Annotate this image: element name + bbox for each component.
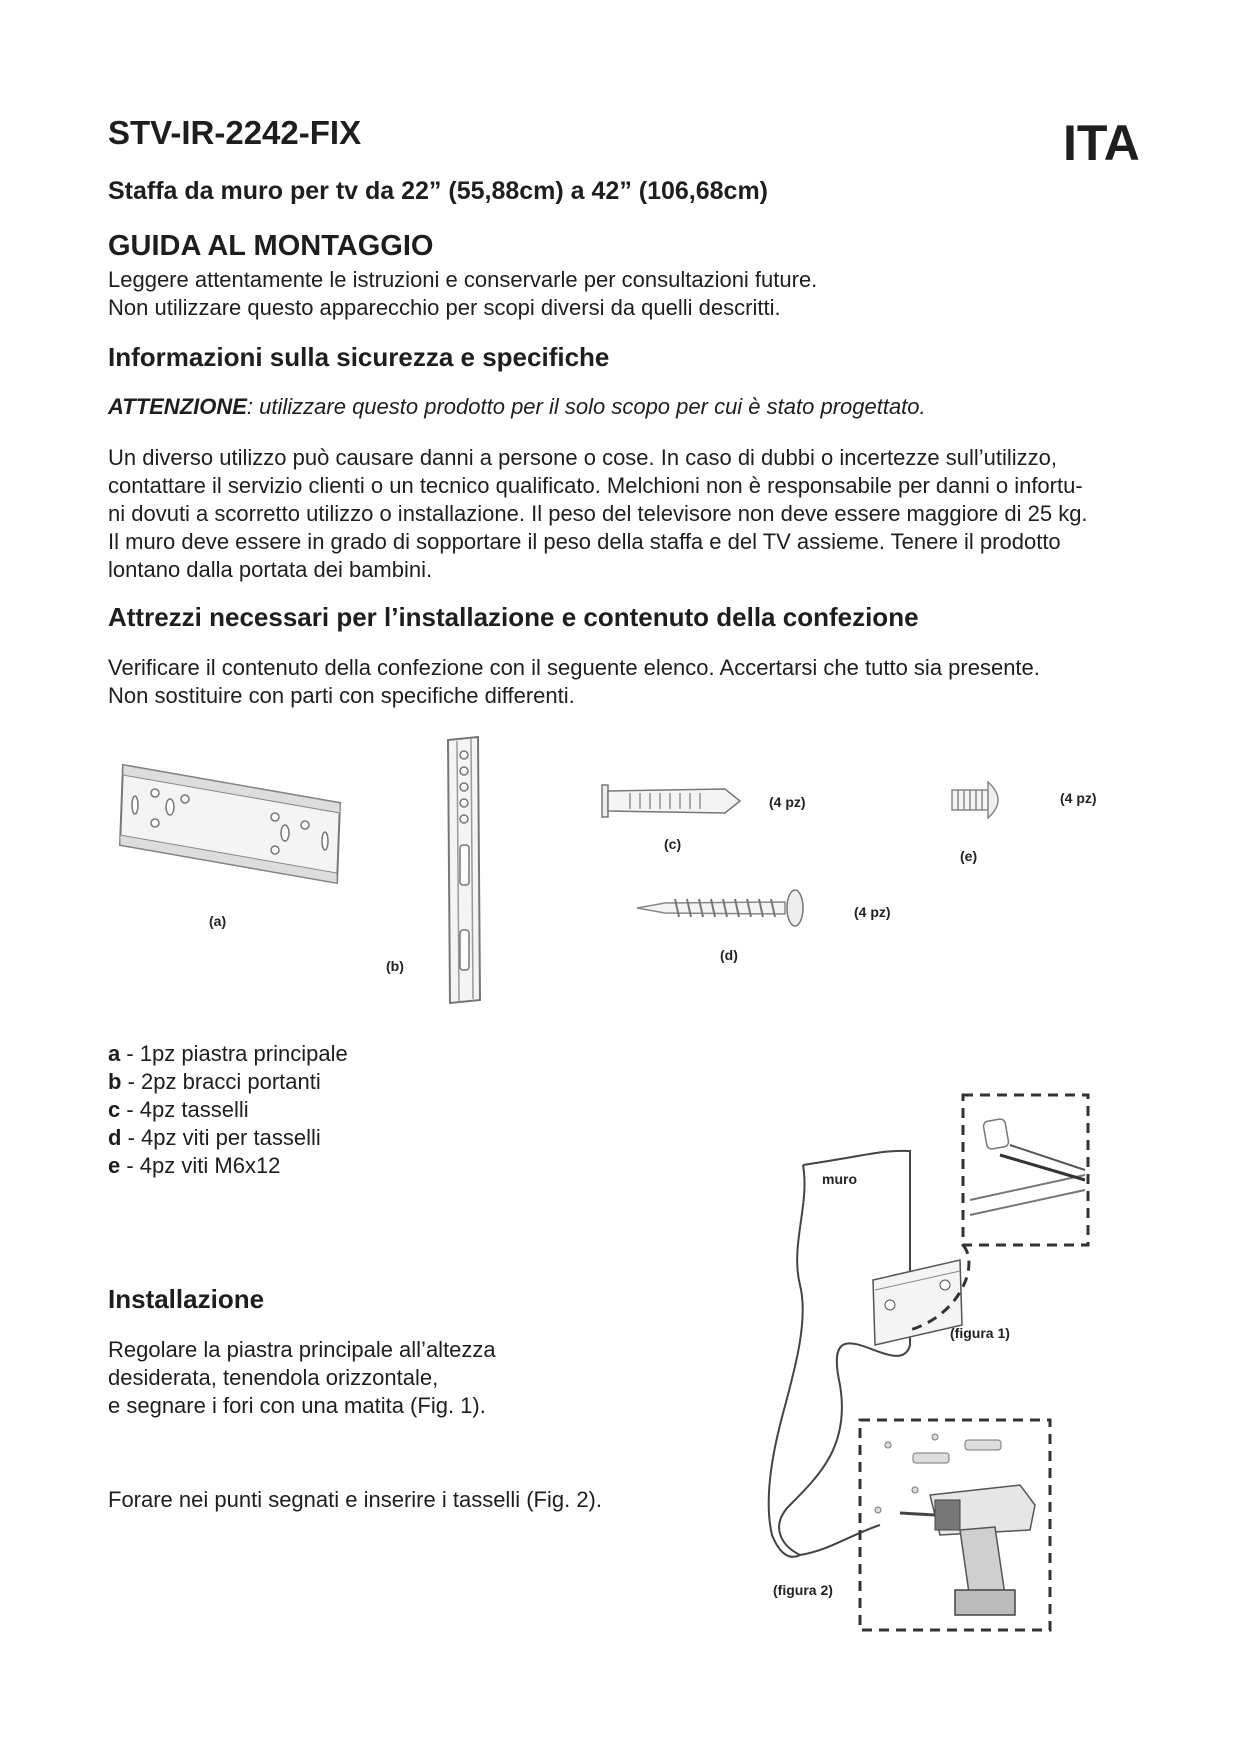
guide-line-1: Leggere attentamente le istruzioni e conservarle per consultazioni future. bbox=[108, 267, 818, 292]
step-1-line-2: desiderata, tenendola orizzontale, bbox=[108, 1365, 439, 1390]
wall-label: muro bbox=[822, 1171, 857, 1187]
screw-illustration bbox=[635, 888, 815, 928]
safety-line-2: contattare il servizio clienti o un tecnico qualificato. Melchioni non è responsabile per danni o infortu- bbox=[108, 473, 1083, 498]
label-e: (e) bbox=[960, 848, 978, 864]
label-b: (b) bbox=[386, 958, 404, 974]
safety-line-5: lontano dalla portata dei bambini. bbox=[108, 557, 433, 582]
part-key: d bbox=[108, 1125, 122, 1150]
warning-label: ATTENZIONE bbox=[108, 394, 247, 419]
main-plate-illustration bbox=[115, 755, 350, 895]
label-d: (d) bbox=[720, 947, 738, 963]
part-text: - 4pz viti M6x12 bbox=[120, 1153, 281, 1178]
warning-text: : utilizzare questo prodotto per il solo scopo per cui è stato progettato. bbox=[246, 394, 926, 419]
safety-line-4: Il muro deve essere in grado di sopportare il peso della staffa e del TV assieme. Tenere il prodotto bbox=[108, 529, 1061, 554]
warning-line bbox=[108, 394, 926, 420]
parts-list bbox=[108, 1040, 348, 1180]
safety-line-1: Un diverso utilizzo può causare danni a persone o cose. In caso di dubbi o incertezze sull’utilizzo, bbox=[108, 445, 1057, 470]
tools-line-1: Verificare il contenuto della confezione con il seguente elenco. Accertarsi che tutto sia presente. bbox=[108, 655, 1040, 680]
part-text: - 4pz viti per tasselli bbox=[121, 1125, 321, 1150]
safety-line-3: ni dovuti a scorretto utilizzo o installazione. Il peso del televisore non deve essere maggiore di 25 kg. bbox=[108, 501, 1088, 526]
label-c: (c) bbox=[664, 836, 682, 852]
part-key: c bbox=[108, 1097, 121, 1122]
tools-heading: Attrezzi necessari per l’installazione e contenuto della confezione bbox=[108, 602, 919, 632]
document-subtitle: Staffa da muro per tv da 22” (55,88cm) a 42” (106,68cm) bbox=[108, 177, 769, 205]
part-key: a bbox=[108, 1041, 121, 1066]
guide-line-2: Non utilizzare questo apparecchio per scopi diversi da quelli descritti. bbox=[108, 295, 781, 320]
guide-heading: GUIDA AL MONTAGGIO bbox=[108, 230, 434, 262]
list-item bbox=[108, 1152, 348, 1180]
figure-2-label: (figura 2) bbox=[773, 1582, 833, 1598]
part-text: - 1pz piastra principale bbox=[120, 1041, 348, 1066]
safety-heading: Informazioni sulla sicurezza e specifiche bbox=[108, 342, 610, 372]
figure-1-label: (figura 1) bbox=[950, 1325, 1010, 1341]
part-text: - 2pz bracci portanti bbox=[121, 1069, 321, 1094]
list-item bbox=[108, 1068, 348, 1096]
list-item bbox=[108, 1040, 348, 1068]
installation-heading: Installazione bbox=[108, 1284, 265, 1314]
safety-paragraph bbox=[108, 444, 1088, 584]
document-title: STV-IR-2242-FIX bbox=[108, 114, 362, 151]
tools-line-2: Non sostituire con parti con specifiche differenti. bbox=[108, 683, 575, 708]
installation-step-2: Forare nei punti segnati e inserire i tasselli (Fig. 2). bbox=[108, 1487, 602, 1512]
label-a: (a) bbox=[209, 913, 227, 929]
language-code: ITA bbox=[1063, 115, 1140, 171]
m6-screw-illustration bbox=[950, 780, 1020, 820]
wall-plug-illustration bbox=[600, 781, 745, 821]
part-key: b bbox=[108, 1069, 122, 1094]
support-arm-illustration bbox=[433, 735, 493, 1005]
step-1-line-1: Regolare la piastra principale all’altezza bbox=[108, 1337, 496, 1362]
label-qty-e: (4 pz) bbox=[1060, 790, 1097, 806]
part-key: e bbox=[108, 1153, 121, 1178]
part-text: - 4pz tasselli bbox=[120, 1097, 249, 1122]
label-qty-d: (4 pz) bbox=[854, 904, 891, 920]
step-1-line-3: e segnare i fori con una matita (Fig. 1). bbox=[108, 1393, 486, 1418]
list-item bbox=[108, 1124, 348, 1152]
label-qty-c: (4 pz) bbox=[769, 794, 806, 810]
list-item bbox=[108, 1096, 348, 1124]
installation-step-1 bbox=[108, 1336, 496, 1420]
installation-illustration bbox=[760, 1085, 1100, 1645]
